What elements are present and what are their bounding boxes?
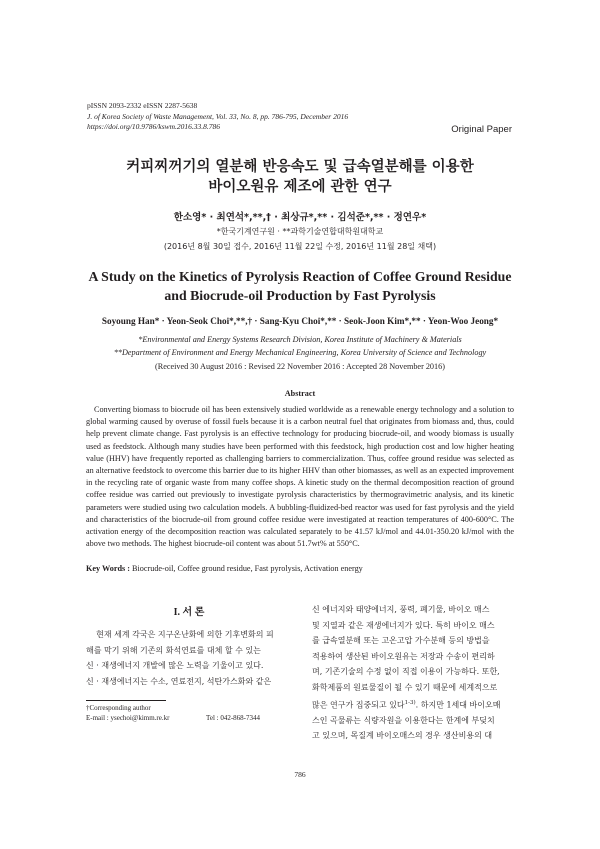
page-number: 786: [294, 770, 306, 779]
footnote-divider: [86, 700, 166, 701]
doi-link[interactable]: https://doi.org/10.9786/kswm.2016.33.8.786: [87, 122, 221, 131]
korean-title: [0, 157, 600, 197]
right-line: 적용하여 생산된 바이오원유는 저장과 수송이 편리하: [312, 651, 495, 661]
issn-line: pISSN 2093-2332 eISSN 2287-5638: [87, 101, 198, 110]
korean-dates: (2016년 8월 30일 접수, 2016년 11월 22일 수정, 2016년 11월 28일 채택): [163, 242, 437, 251]
affiliation-2: **Department of Environment and Energy Mechanical Engineering, Korea University of Science and Technology: [113, 347, 487, 357]
right-line: 며, 기존기술의 수정 없이 직접 이용이 가능하다. 또한,: [312, 667, 500, 677]
english-title-line2: and Biocrude-oil Production by Fast Pyrolysis: [164, 287, 436, 303]
journal-citation: J. of Korea Society of Waste Management, Vol. 33, No. 8, pp. 786-795, December 2016: [87, 111, 349, 121]
right-line: 및 지열과 같은 재생에너지가 있다. 특히 바이오 매스: [312, 620, 495, 630]
footnote-tel: Tel : 042-868-7344: [206, 714, 260, 722]
right-line: [312, 696, 515, 713]
right-column: [312, 602, 515, 744]
right-line: 를 급속열분해 또는 고온고압 가수분해 등의 방법을: [312, 636, 490, 646]
english-authors: Soyoung Han* · Yeon-Seok Choi*,**,† · Sang-Kyu Choi*,** · Seok-Joon Kim*,** · Yeon-Woo Jeong*: [101, 316, 499, 326]
keywords-label: Key Words :: [86, 564, 130, 573]
right-line: 고 있으며, 목질계 바이오매스의 경우 생산비용의 대: [312, 731, 493, 741]
abstract-heading: Abstract: [284, 389, 316, 398]
affiliation-1: *Environmental and Energy Systems Research Division, Korea Institute of Machinery & Materials: [138, 335, 462, 344]
journal-header: [87, 101, 348, 133]
left-line: 해를 막기 위해 기존의 화석연료를 대체 할 수 있는: [86, 645, 261, 655]
left-line: 신 · 재생에너지 개발에 많은 노력을 기울이고 있다.: [86, 661, 264, 671]
citation: 1-3): [404, 699, 416, 706]
left-line: 현재 세계 각국은 지구온난화에 의한 기후변화의 피: [86, 630, 274, 639]
korean-affiliation: *한국기계연구원 · **과학기술연합대학원대학교: [216, 227, 384, 236]
footnote-email[interactable]: E-mail : ysechoi@kimm.re.kr: [86, 714, 170, 722]
section-heading: I. 서 론: [173, 607, 205, 618]
english-dates: (Received 30 August 2016 : Revised 22 November 2016 : Accepted 28 November 2016): [155, 362, 445, 371]
keywords: [86, 564, 363, 573]
left-column: [86, 627, 292, 689]
korean-authors: 한소영* · 최연석*,**,† · 최상규*,** · 김석준*,** · 정연우*: [173, 212, 427, 223]
korean-title-line2: 바이오원유 제조에 관한 연구: [208, 179, 392, 195]
right-line: 신 에너지와 태양에너지, 풍력, 폐기물, 바이오 매스: [312, 605, 490, 614]
korean-title-line1: 커피찌꺼기의 열분해 반응속도 및 급속열분해를 이용한: [126, 159, 474, 175]
right-line-text: 많은 연구가 집중되고 있다: [312, 700, 405, 710]
english-affiliation: [0, 334, 600, 359]
footnote-label: †Corresponding author: [86, 704, 151, 712]
right-line: 스인 곡물류는 식량자원을 이용한다는 한계에 부딪치: [312, 715, 495, 725]
right-line-tail: . 하지만 1세대 바이오매: [415, 700, 501, 710]
english-title-line1: A Study on the Kinetics of Pyrolysis Reaction of Coffee Ground Residue: [88, 269, 512, 284]
right-line: 화학제품의 원료물질이 될 수 있기 때문에 세계적으로: [312, 682, 498, 692]
abstract-body: Converting biomass to biocrude oil has been extensively studied worldwide as a renewable energy technology and a solution to global warming caused by overuse of fossil fuels because it is a carbon neutral fuel that originates from biomass and, thus, could help prevent climate change. Fast pyrolysis is an effective technology for producing biocrude-oil, and woody biomass is usually used as feedstock. Although many studies have been performed with this feedstock, high production cost and low higher heating value (HHV) have frequently reported as challenging barriers to commercialization. Thus, coffee ground residue was selected as an alternative feedstock to overcome this barrier due to its higher HHV than other biomasses, as well as an expected improvement in the recycling rate of organic waste from many coffee shops. A kinetic study on the thermal decomposition reaction of ground coffee residue was carried out previously to investigate pyrolysis characteristics by thermogravimetric analysis, and its kinetic parameters were studied using two calculation models. A bubbling-fluidized-bed reactor was used for fast pyrolysis and the yield and characteristics of the biocrude-oil from ground coffee residue were investigated at reaction temperatures of 400-600°C. The activation energy of the decomposition reaction was calculated separately to be 41.57 kJ/mol and 44.01-350.20 kJ/mol with the above two methods. The highest biocrude-oil content was about 51.7wt% at 550°C.: [86, 405, 514, 549]
keywords-text: Biocrude-oil, Coffee ground residue, Fast pyrolysis, Activation energy: [132, 564, 363, 573]
footnote: [86, 703, 292, 723]
paper-type-label: Original Paper: [451, 124, 512, 135]
english-title: [0, 268, 600, 305]
left-line: 신 · 재생에너지는 수소, 연료전지, 석탄가스화와 같은: [86, 676, 272, 686]
